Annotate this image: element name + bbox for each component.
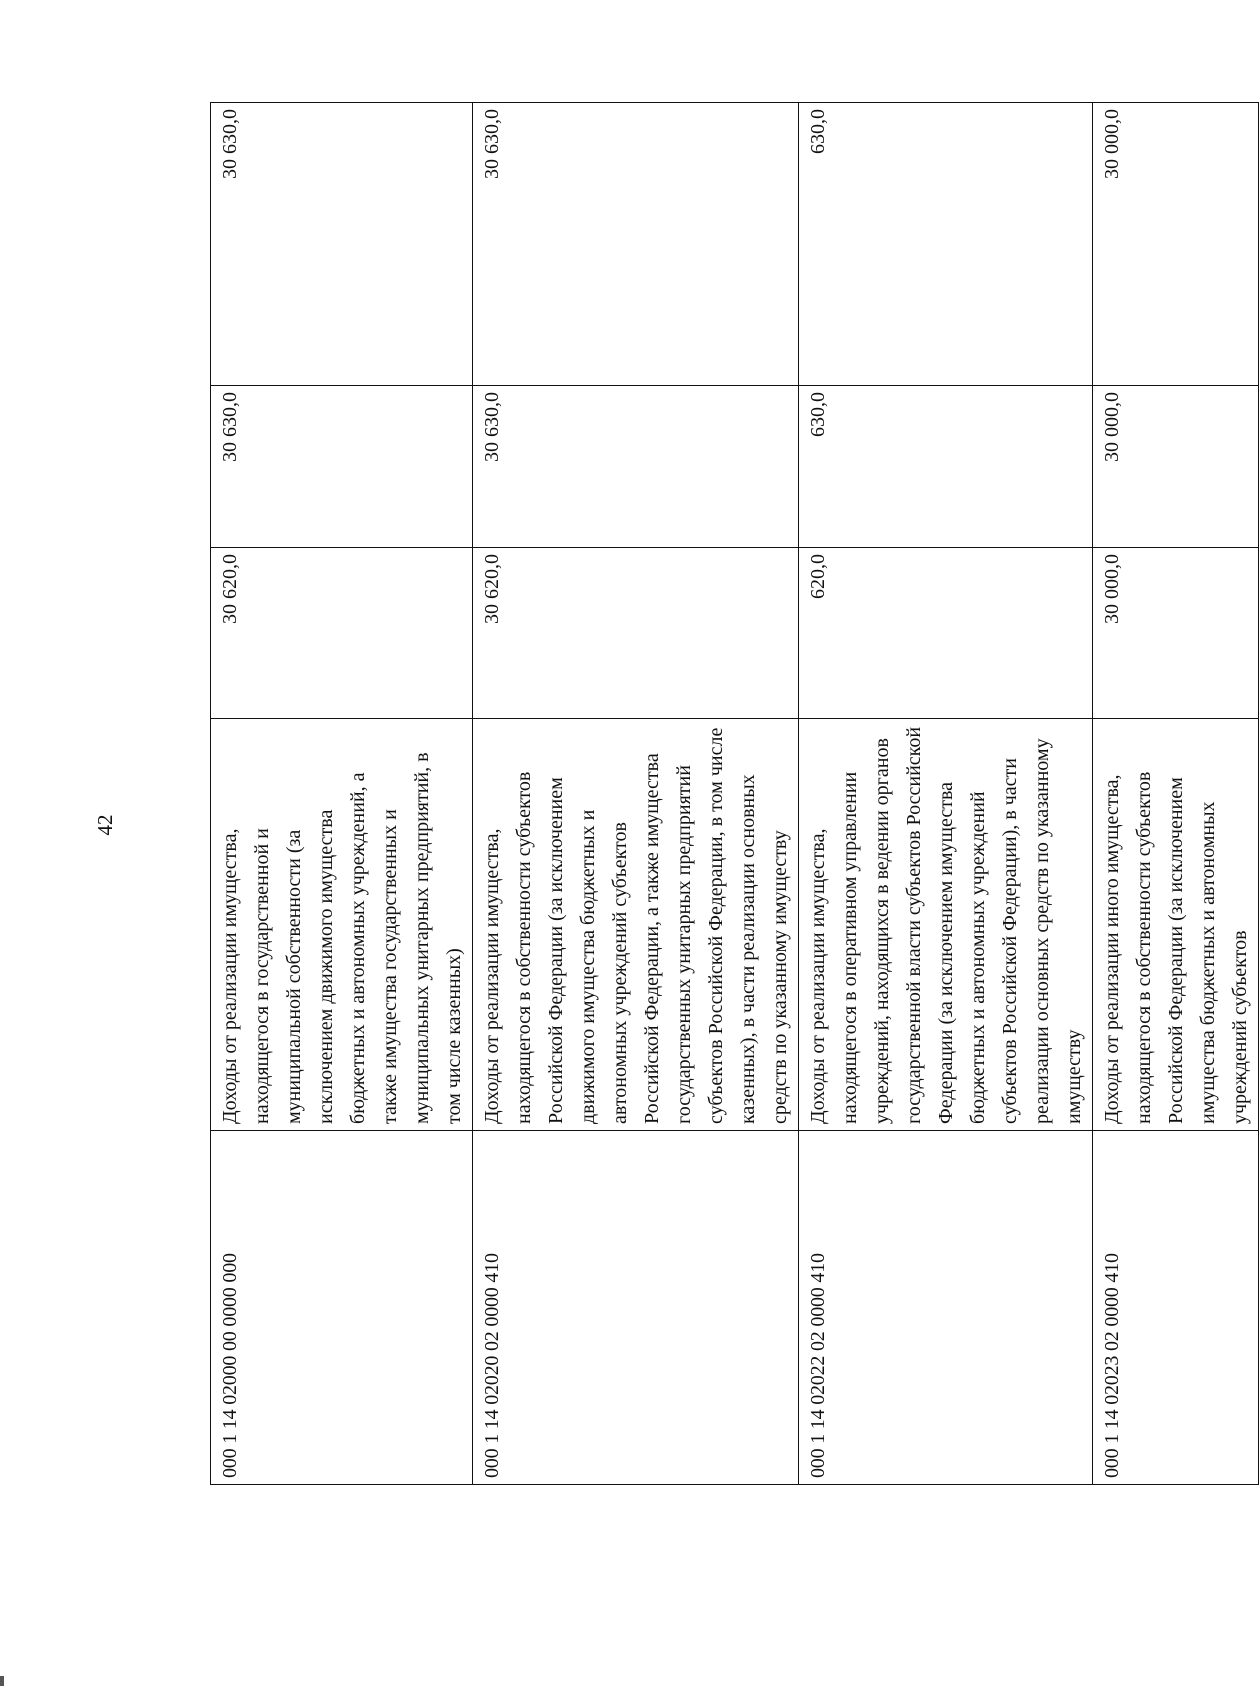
budget-code-cell: 000 1 14 02023 02 0000 410 <box>1093 1131 1259 1485</box>
table-row <box>473 103 799 1485</box>
table-row <box>211 103 473 1485</box>
page-number: 42 <box>93 814 117 836</box>
amount-cell-2: 30 630,0 <box>211 386 473 548</box>
amount-cell-1: 30 620,0 <box>473 548 799 719</box>
table-row <box>1093 103 1259 1485</box>
amount-cell-3: 30 630,0 <box>211 103 473 386</box>
amount-cell-2: 630,0 <box>799 386 1093 548</box>
amount-cell-2: 30 630,0 <box>473 386 799 548</box>
budget-income-table <box>210 102 1259 1485</box>
description-cell: Доходы от реализации имущества, находящегося в оперативном управлении учреждений, находящихся в ведении органов государственной власти субъектов Российской Федерации (за исключением имущества бюджетных и автономных учреждений субъектов Российской Федерации), в части реализации основных средств по указанному имуществу <box>799 719 1093 1131</box>
description-cell: Доходы от реализации имущества, находящегося в государственной и муниципальной собственности (за исключением движимого имущества бюджетных и автономных учреждений, а также имущества государственных и муниципальных унитарных предприятий, в том числе казенных) <box>211 719 473 1131</box>
amount-cell-3: 630,0 <box>799 103 1093 386</box>
description-cell: Доходы от реализации иного имущества, находящегося в собственности субъектов Российской Федерации (за исключением имущества бюджетных и автономных учреждений субъектов <box>1093 719 1259 1131</box>
amount-cell-1: 30 620,0 <box>211 548 473 719</box>
amount-cell-1: 620,0 <box>799 548 1093 719</box>
description-cell: Доходы от реализации имущества, находящегося в собственности субъектов Российской Федерации (за исключением движимого имущества бюджетных и автономных учреждений субъектов Российской Федерации, а также имущества государственных унитарных предприятий субъектов Российской Федерации, в том числе казенных), в части реализации основных средств по указанному имуществу <box>473 719 799 1131</box>
budget-code-cell: 000 1 14 02000 00 0000 000 <box>211 1131 473 1485</box>
amount-cell-1: 30 000,0 <box>1093 548 1259 719</box>
amount-cell-3: 30 000,0 <box>1093 103 1259 386</box>
table-row <box>799 103 1093 1485</box>
budget-code-cell: 000 1 14 02022 02 0000 410 <box>799 1131 1093 1485</box>
amount-cell-2: 30 000,0 <box>1093 386 1259 548</box>
amount-cell-3: 30 630,0 <box>473 103 799 386</box>
scan-edge-mark <box>0 1676 4 1686</box>
budget-code-cell: 000 1 14 02020 02 0000 410 <box>473 1131 799 1485</box>
rotated-table-container <box>210 103 1251 1485</box>
